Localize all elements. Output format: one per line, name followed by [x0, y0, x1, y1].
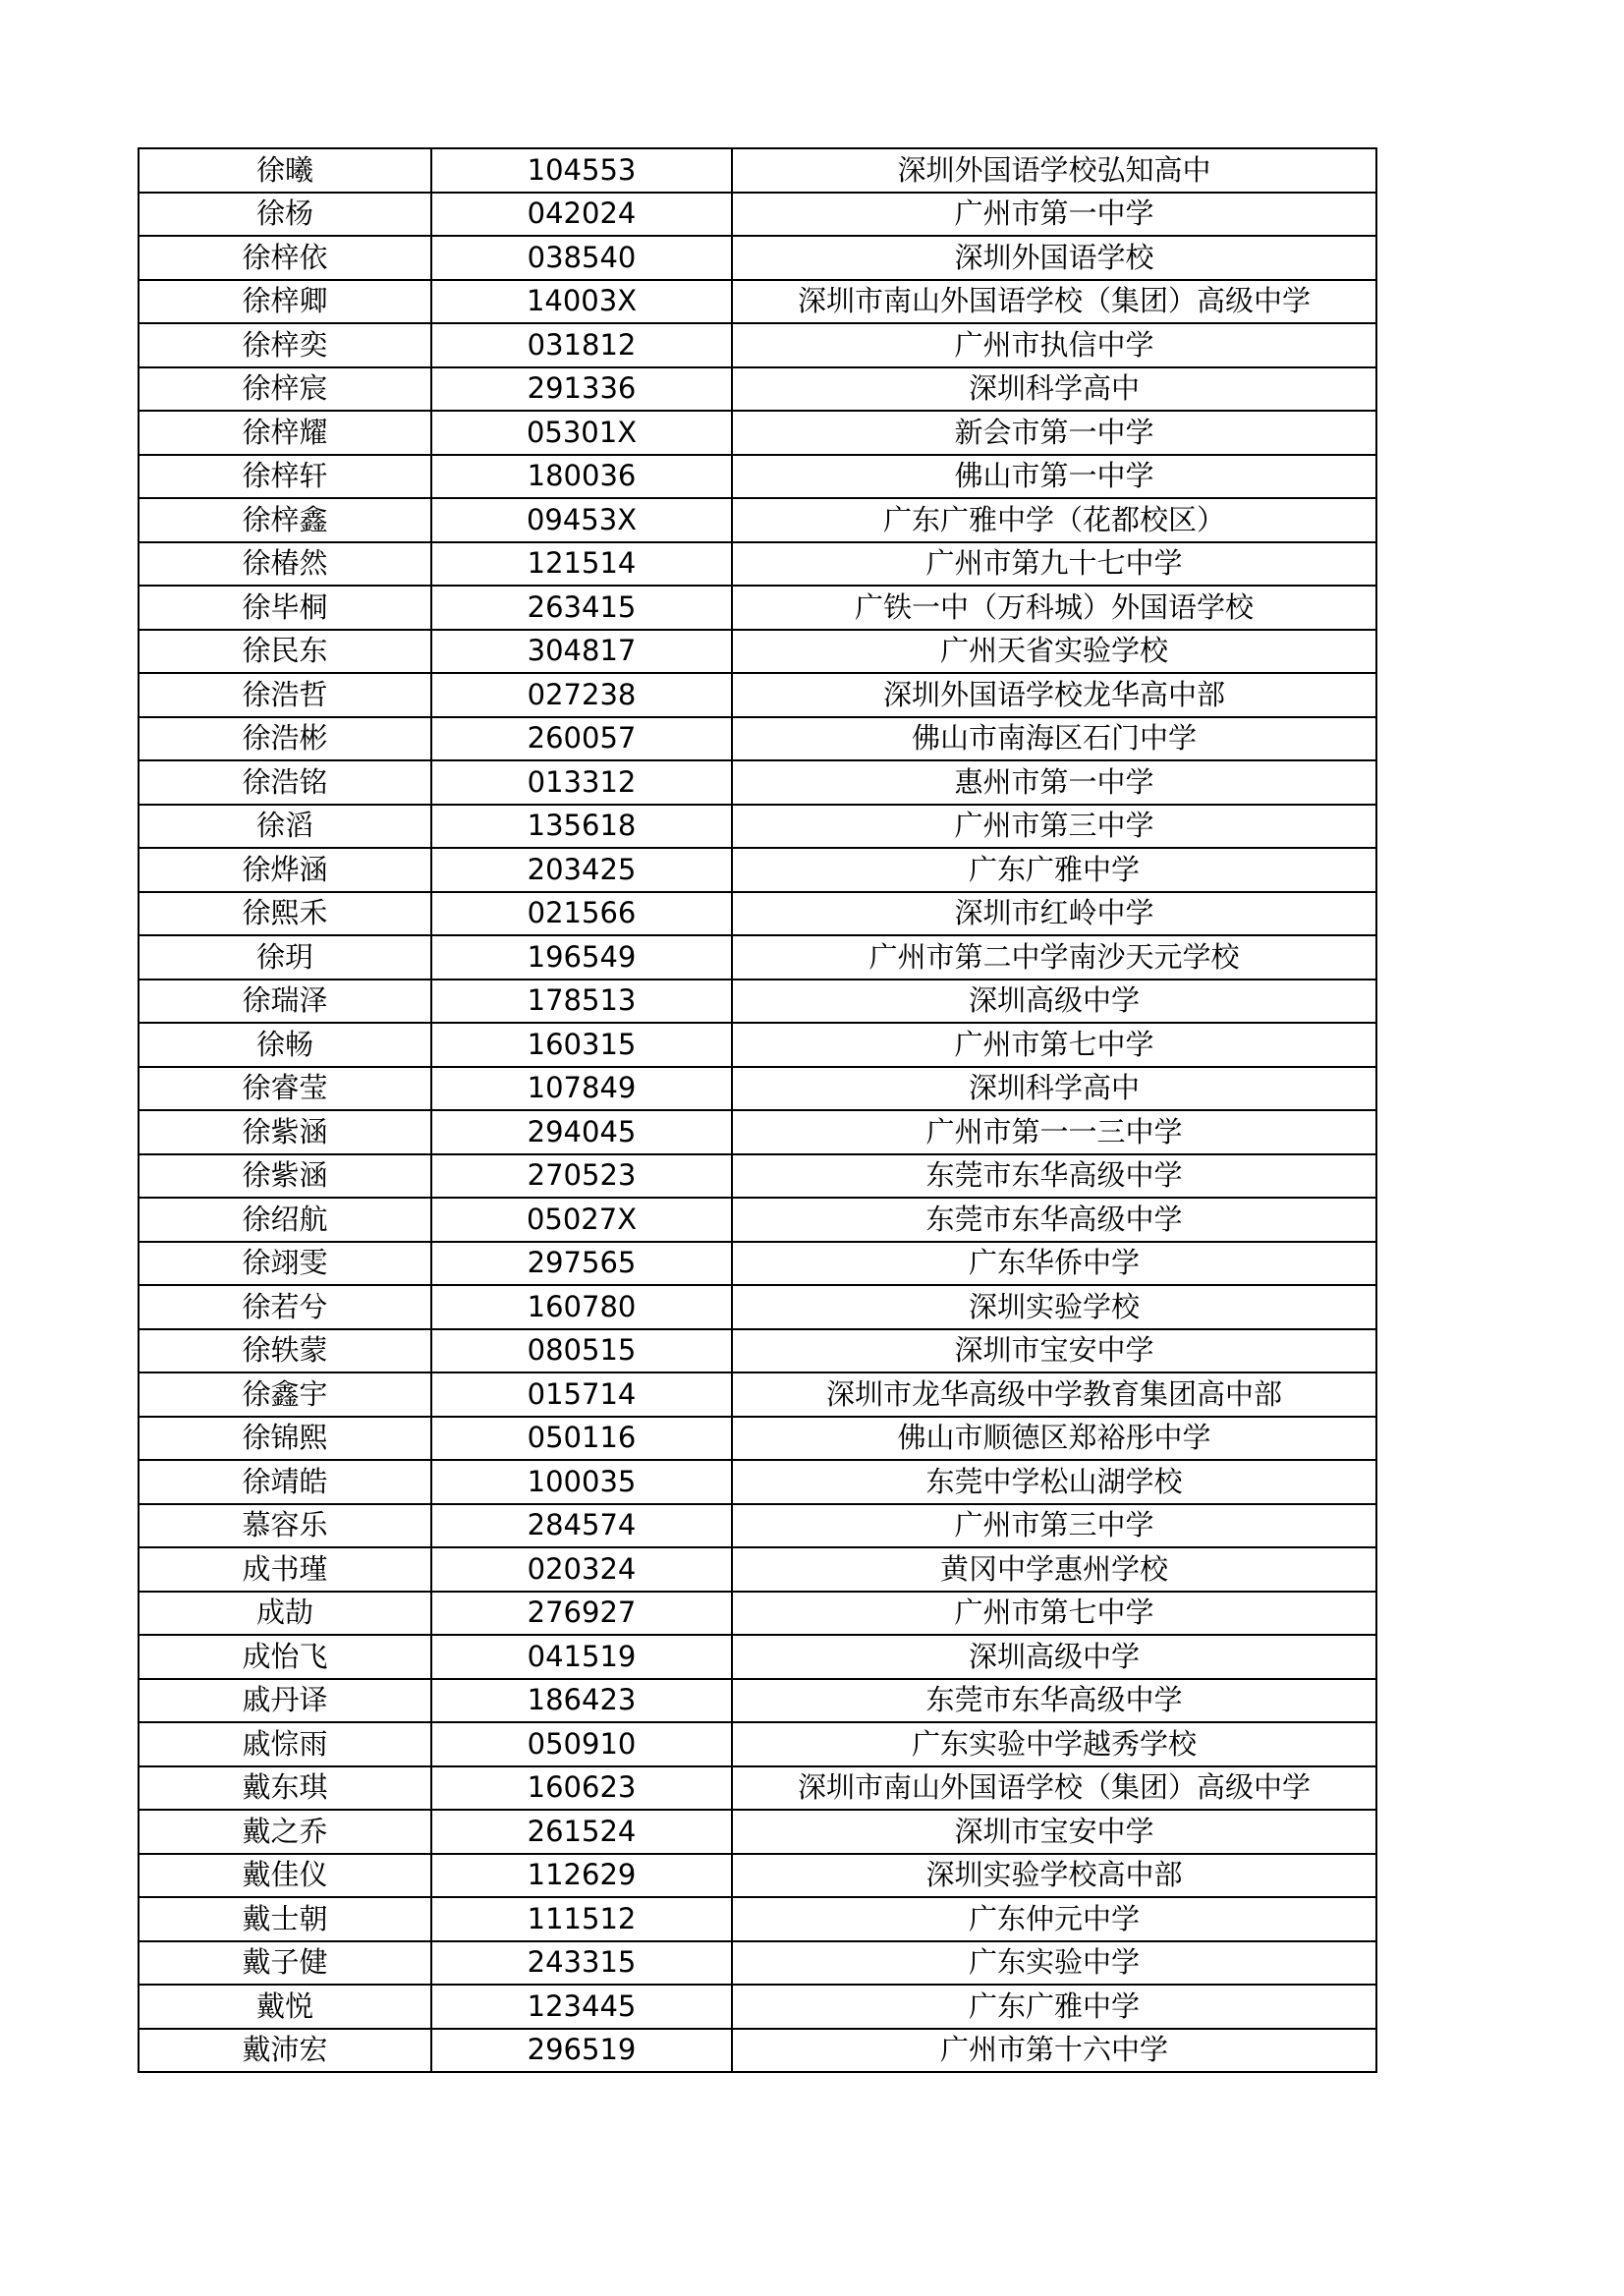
table-row: [139, 1679, 1376, 1723]
table-row: [139, 1766, 1376, 1811]
student-id-cell: 100035: [431, 1460, 732, 1504]
student-name-cell: 徐梓宸: [139, 367, 431, 412]
school-name-cell: 东莞市东华高级中学: [732, 1154, 1376, 1199]
roster-table: [138, 147, 1377, 2073]
school-name-cell: 深圳市南山外国语学校（集团）高级中学: [732, 1766, 1376, 1811]
student-name-cell: 徐睿莹: [139, 1067, 431, 1111]
table-row: [139, 1154, 1376, 1199]
table-row: [139, 935, 1376, 980]
student-name-cell: 徐浩彬: [139, 717, 431, 761]
table-row: [139, 323, 1376, 367]
student-id-cell: 121514: [431, 542, 732, 587]
school-name-cell: 广东实验中学越秀学校: [732, 1722, 1376, 1766]
school-name-cell: 黄冈中学惠州学校: [732, 1547, 1376, 1592]
table-row: [139, 1854, 1376, 1898]
student-name-cell: 徐滔: [139, 805, 431, 849]
student-name-cell: 徐毕桐: [139, 586, 431, 630]
student-name-cell: 戴悦: [139, 1985, 431, 2029]
student-name-cell: 慕容乐: [139, 1504, 431, 1548]
school-name-cell: 深圳市红岭中学: [732, 892, 1376, 936]
student-id-cell: 270523: [431, 1154, 732, 1199]
school-name-cell: 深圳市南山外国语学校（集团）高级中学: [732, 280, 1376, 324]
student-name-cell: 徐烨涵: [139, 848, 431, 892]
table-row: [139, 1897, 1376, 1941]
student-id-cell: 041519: [431, 1635, 732, 1679]
student-id-cell: 297565: [431, 1242, 732, 1286]
school-name-cell: 广州市第九十七中学: [732, 542, 1376, 587]
table-row: [139, 542, 1376, 587]
student-name-cell: 戚丹译: [139, 1679, 431, 1723]
student-name-cell: 徐曦: [139, 148, 431, 193]
table-row: [139, 455, 1376, 499]
table-row: [139, 280, 1376, 324]
school-name-cell: 广州市第十六中学: [732, 2029, 1376, 2073]
student-id-cell: 14003X: [431, 280, 732, 324]
student-id-cell: 180036: [431, 455, 732, 499]
student-name-cell: 戴沛宏: [139, 2029, 431, 2073]
table-row: [139, 1810, 1376, 1854]
student-id-cell: 243315: [431, 1941, 732, 1986]
table-row: [139, 2029, 1376, 2073]
student-name-cell: 徐若兮: [139, 1285, 431, 1329]
student-name-cell: 徐梓鑫: [139, 498, 431, 542]
student-name-cell: 戴子健: [139, 1941, 431, 1986]
student-name-cell: 徐玥: [139, 935, 431, 980]
school-name-cell: 广州市执信中学: [732, 323, 1376, 367]
student-name-cell: 徐椿然: [139, 542, 431, 587]
school-name-cell: 广州市第三中学: [732, 1504, 1376, 1548]
student-id-cell: 260057: [431, 717, 732, 761]
table-row: [139, 1547, 1376, 1592]
student-name-cell: 徐靖皓: [139, 1460, 431, 1504]
school-name-cell: 深圳市宝安中学: [732, 1329, 1376, 1373]
student-id-cell: 160780: [431, 1285, 732, 1329]
student-name-cell: 徐梓轩: [139, 455, 431, 499]
table-row: [139, 892, 1376, 936]
student-id-cell: 178513: [431, 980, 732, 1024]
student-name-cell: 徐轶蒙: [139, 1329, 431, 1373]
student-id-cell: 111512: [431, 1897, 732, 1941]
table-row: [139, 980, 1376, 1024]
school-name-cell: 东莞市东华高级中学: [732, 1198, 1376, 1242]
student-name-cell: 徐紫涵: [139, 1154, 431, 1199]
school-name-cell: 深圳科学高中: [732, 1067, 1376, 1111]
table-row: [139, 673, 1376, 717]
student-name-cell: 徐梓依: [139, 236, 431, 280]
school-name-cell: 深圳市龙华高级中学教育集团高中部: [732, 1372, 1376, 1417]
student-id-cell: 291336: [431, 367, 732, 412]
table-row: [139, 367, 1376, 412]
student-id-cell: 284574: [431, 1504, 732, 1548]
student-id-cell: 038540: [431, 236, 732, 280]
table-row: [139, 236, 1376, 280]
student-id-cell: 013312: [431, 760, 732, 805]
table-row: [139, 1504, 1376, 1548]
roster-body: [139, 148, 1376, 2072]
school-name-cell: 深圳实验学校: [732, 1285, 1376, 1329]
school-name-cell: 广州市第三中学: [732, 805, 1376, 849]
table-row: [139, 1417, 1376, 1461]
student-name-cell: 徐民东: [139, 630, 431, 674]
student-id-cell: 020324: [431, 1547, 732, 1592]
school-name-cell: 广东广雅中学（花都校区）: [732, 498, 1376, 542]
school-name-cell: 新会市第一中学: [732, 411, 1376, 455]
student-name-cell: 戴佳仪: [139, 1854, 431, 1898]
table-row: [139, 848, 1376, 892]
student-id-cell: 160623: [431, 1766, 732, 1811]
table-row: [139, 1941, 1376, 1986]
student-id-cell: 080515: [431, 1329, 732, 1373]
school-name-cell: 深圳市宝安中学: [732, 1810, 1376, 1854]
school-name-cell: 广州市第二中学南沙天元学校: [732, 935, 1376, 980]
school-name-cell: 佛山市第一中学: [732, 455, 1376, 499]
school-name-cell: 广东实验中学: [732, 1941, 1376, 1986]
table-row: [139, 586, 1376, 630]
table-row: [139, 1722, 1376, 1766]
school-name-cell: 广铁一中（万科城）外国语学校: [732, 586, 1376, 630]
student-name-cell: 徐熙禾: [139, 892, 431, 936]
school-name-cell: 广州市第一一三中学: [732, 1110, 1376, 1154]
student-name-cell: 徐杨: [139, 193, 431, 237]
student-id-cell: 027238: [431, 673, 732, 717]
student-name-cell: 成劼: [139, 1592, 431, 1636]
table-row: [139, 193, 1376, 237]
school-name-cell: 佛山市顺德区郑裕彤中学: [732, 1417, 1376, 1461]
student-name-cell: 徐梓耀: [139, 411, 431, 455]
school-name-cell: 东莞中学松山湖学校: [732, 1460, 1376, 1504]
student-id-cell: 112629: [431, 1854, 732, 1898]
table-row: [139, 1198, 1376, 1242]
student-id-cell: 276927: [431, 1592, 732, 1636]
table-row: [139, 1242, 1376, 1286]
student-id-cell: 135618: [431, 805, 732, 849]
student-id-cell: 042024: [431, 193, 732, 237]
school-name-cell: 广东华侨中学: [732, 1242, 1376, 1286]
table-row: [139, 1067, 1376, 1111]
student-name-cell: 徐梓卿: [139, 280, 431, 324]
student-name-cell: 徐鑫宇: [139, 1372, 431, 1417]
student-name-cell: 戴东琪: [139, 1766, 431, 1811]
student-id-cell: 261524: [431, 1810, 732, 1854]
student-id-cell: 203425: [431, 848, 732, 892]
student-name-cell: 徐畅: [139, 1023, 431, 1067]
student-id-cell: 186423: [431, 1679, 732, 1723]
student-id-cell: 107849: [431, 1067, 732, 1111]
student-id-cell: 296519: [431, 2029, 732, 2073]
student-name-cell: 戴之乔: [139, 1810, 431, 1854]
student-name-cell: 戚悰雨: [139, 1722, 431, 1766]
school-name-cell: 深圳外国语学校弘知高中: [732, 148, 1376, 193]
student-id-cell: 160315: [431, 1023, 732, 1067]
table-row: [139, 805, 1376, 849]
table-row: [139, 411, 1376, 455]
school-name-cell: 广州天省实验学校: [732, 630, 1376, 674]
table-row: [139, 1023, 1376, 1067]
table-row: [139, 1285, 1376, 1329]
table-row: [139, 498, 1376, 542]
table-row: [139, 1372, 1376, 1417]
student-id-cell: 050116: [431, 1417, 732, 1461]
table-row: [139, 760, 1376, 805]
school-name-cell: 深圳外国语学校: [732, 236, 1376, 280]
student-name-cell: 徐梓奕: [139, 323, 431, 367]
student-id-cell: 050910: [431, 1722, 732, 1766]
student-id-cell: 294045: [431, 1110, 732, 1154]
student-id-cell: 304817: [431, 630, 732, 674]
student-id-cell: 05301X: [431, 411, 732, 455]
student-name-cell: 戴士朝: [139, 1897, 431, 1941]
student-name-cell: 徐浩铭: [139, 760, 431, 805]
school-name-cell: 东莞市东华高级中学: [732, 1679, 1376, 1723]
student-name-cell: 徐绍航: [139, 1198, 431, 1242]
student-id-cell: 021566: [431, 892, 732, 936]
student-name-cell: 成书瑾: [139, 1547, 431, 1592]
student-id-cell: 196549: [431, 935, 732, 980]
table-row: [139, 630, 1376, 674]
table-row: [139, 1985, 1376, 2029]
student-name-cell: 徐瑞泽: [139, 980, 431, 1024]
student-name-cell: 徐紫涵: [139, 1110, 431, 1154]
table-row: [139, 1110, 1376, 1154]
student-name-cell: 成怡飞: [139, 1635, 431, 1679]
school-name-cell: 广州市第七中学: [732, 1023, 1376, 1067]
school-name-cell: 深圳实验学校高中部: [732, 1854, 1376, 1898]
student-id-cell: 263415: [431, 586, 732, 630]
table-row: [139, 1635, 1376, 1679]
student-id-cell: 015714: [431, 1372, 732, 1417]
school-name-cell: 广东广雅中学: [732, 848, 1376, 892]
student-id-cell: 031812: [431, 323, 732, 367]
student-id-cell: 123445: [431, 1985, 732, 2029]
student-id-cell: 05027X: [431, 1198, 732, 1242]
school-name-cell: 惠州市第一中学: [732, 760, 1376, 805]
table-row: [139, 1592, 1376, 1636]
table-row: [139, 717, 1376, 761]
school-name-cell: 广东广雅中学: [732, 1985, 1376, 2029]
school-name-cell: 深圳外国语学校龙华高中部: [732, 673, 1376, 717]
school-name-cell: 广东仲元中学: [732, 1897, 1376, 1941]
school-name-cell: 广州市第一中学: [732, 193, 1376, 237]
school-name-cell: 深圳高级中学: [732, 1635, 1376, 1679]
school-name-cell: 深圳高级中学: [732, 980, 1376, 1024]
table-row: [139, 148, 1376, 193]
student-name-cell: 徐锦熙: [139, 1417, 431, 1461]
school-name-cell: 佛山市南海区石门中学: [732, 717, 1376, 761]
student-name-cell: 徐浩哲: [139, 673, 431, 717]
school-name-cell: 广州市第七中学: [732, 1592, 1376, 1636]
student-name-cell: 徐翊雯: [139, 1242, 431, 1286]
student-id-cell: 09453X: [431, 498, 732, 542]
school-name-cell: 深圳科学高中: [732, 367, 1376, 412]
student-id-cell: 104553: [431, 148, 732, 193]
table-row: [139, 1460, 1376, 1504]
table-row: [139, 1329, 1376, 1373]
